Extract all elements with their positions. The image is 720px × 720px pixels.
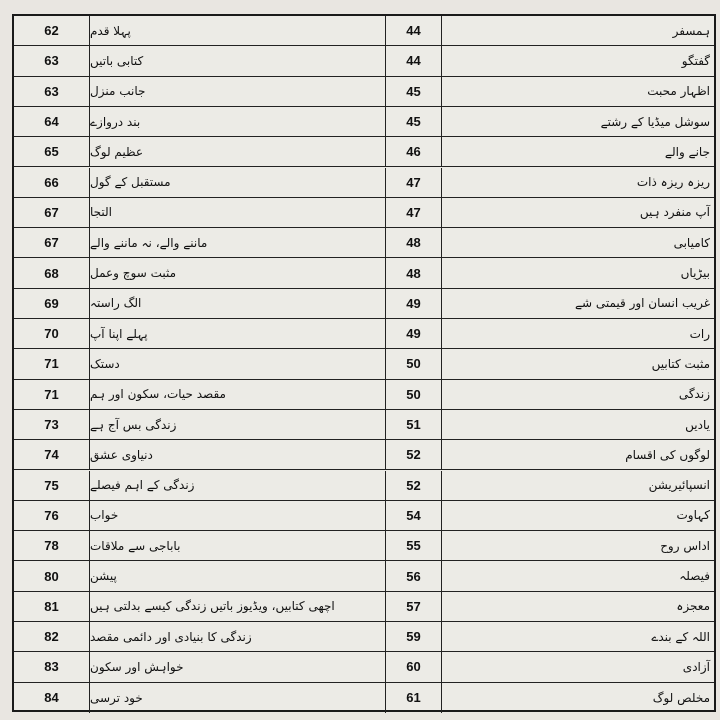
right-page-number-text: 45 [406,83,421,99]
left-page-number [14,683,90,713]
table-row [14,289,714,319]
right-page-number-text: 61 [406,690,421,706]
table-row [14,531,714,561]
left-chapter-title-text: عظیم لوگ [90,144,144,159]
right-page-number [386,289,442,318]
left-chapter-title [90,622,386,651]
right-chapter-title-text: فیصلہ [679,569,710,584]
left-page-number [14,592,90,621]
right-chapter-title [442,652,718,681]
right-page-number [386,77,442,106]
left-chapter-title [90,228,386,257]
table-row [14,198,714,228]
left-chapter-title [90,501,386,530]
left-page-number-text: 80 [44,568,59,584]
left-page-number [14,258,90,287]
left-page-number-text: 84 [44,690,59,706]
left-page-number [14,107,90,136]
right-chapter-title-text: رات [689,326,710,341]
right-chapter-title [442,349,718,378]
right-page-number [386,683,442,713]
left-page-number-text: 68 [44,265,59,281]
left-chapter-title-text: خود ترسی [90,690,143,705]
left-page-number-text: 83 [44,659,59,675]
right-page-number-text: 47 [406,174,421,190]
right-chapter-title-text: اداس روح [660,538,710,553]
left-chapter-title-text: زندگی کے اہم فیصلے [90,478,195,493]
right-page-number [386,410,442,439]
right-chapter-title-text: جانے والے [664,144,710,159]
right-chapter-title [442,77,718,106]
left-chapter-title-text: پہلے اپنا آپ [90,326,148,341]
right-page-number [386,380,442,409]
left-page-number-text: 69 [44,295,59,311]
right-chapter-title-text: ہمسفر [672,23,710,38]
right-chapter-title-text: بیڑیاں [680,266,710,281]
right-page-number-text: 45 [406,114,421,130]
left-page-number-text: 70 [44,326,59,342]
table-row [14,592,714,622]
left-chapter-title-text: التجا [90,205,113,220]
table-of-contents [12,14,716,712]
left-page-number [14,440,90,469]
left-page-number-text: 71 [44,386,59,402]
left-page-number [14,652,90,681]
right-chapter-title-text: آپ منفرد ہیں [639,205,710,220]
left-page-number-text: 67 [44,204,59,220]
left-chapter-title [90,77,386,106]
left-page-number [14,137,90,166]
right-chapter-title [442,683,718,713]
left-chapter-title [90,592,386,621]
table-row [14,137,714,167]
right-chapter-title [442,380,718,409]
table-row [14,46,714,76]
right-chapter-title-text: انسپائیریشن [648,478,710,493]
left-chapter-title-text: پہلا قدم [90,23,131,38]
left-page-number-text: 82 [44,629,59,645]
right-chapter-title [442,46,718,75]
left-page-number-text: 63 [44,53,59,69]
table-row [14,440,714,470]
right-page-number-text: 59 [406,629,421,645]
right-chapter-title-text: مثبت کتابیں [651,356,710,371]
left-chapter-title-text: بند دروازے [90,114,141,129]
table-row [14,16,714,46]
right-page-number [386,258,442,287]
left-page-number-text: 62 [44,23,59,39]
right-chapter-title-text: اللہ کے بندے [651,629,710,644]
right-chapter-title [442,622,718,651]
right-page-number [386,168,442,197]
right-page-number [386,471,442,500]
left-page-number [14,410,90,439]
left-chapter-title [90,46,386,75]
left-chapter-title-text: مقصد حیات، سکون اور ہم [90,387,226,402]
right-chapter-title [442,440,718,469]
left-chapter-title-text: ماننے والے، نہ ماننے والے [90,235,208,250]
left-page-number [14,622,90,651]
left-chapter-title-text: الگ راستہ [90,296,142,311]
left-chapter-title-text: دنیاوی عشق [90,447,153,462]
right-chapter-title [442,289,718,318]
left-page-number-text: 71 [44,356,59,372]
left-chapter-title [90,107,386,136]
right-page-number-text: 46 [406,144,421,160]
right-chapter-title [442,592,718,621]
right-page-number [386,107,442,136]
left-page-number-text: 65 [44,144,59,160]
left-chapter-title [90,440,386,469]
right-chapter-title-text: غریب انسان اور قیمتی شے [574,296,710,311]
right-page-number-text: 44 [406,53,421,69]
right-chapter-title [442,168,718,197]
left-page-number [14,531,90,560]
left-page-number [14,289,90,318]
right-page-number-text: 55 [406,538,421,554]
right-page-number-text: 57 [406,598,421,614]
right-page-number-text: 52 [406,477,421,493]
right-chapter-title-text: مخلص لوگ [652,690,710,705]
left-page-number [14,198,90,227]
right-page-number [386,198,442,227]
left-page-number [14,77,90,106]
left-chapter-title [90,410,386,439]
right-chapter-title-text: لوگوں کی اقسام [625,447,710,462]
right-chapter-title [442,319,718,348]
left-page-number [14,501,90,530]
right-page-number-text: 48 [406,265,421,281]
table-row [14,471,714,501]
left-chapter-title-text: کتابی باتیں [90,53,144,68]
right-chapter-title [442,501,718,530]
left-chapter-title-text: خواہش اور سکون [90,659,184,674]
left-chapter-title [90,380,386,409]
right-page-number-text: 54 [406,507,421,523]
left-chapter-title-text: زندگی بس آج ہے [90,417,177,432]
right-page-number-text: 52 [406,447,421,463]
right-page-number-text: 51 [406,417,421,433]
right-chapter-title [442,16,718,45]
right-chapter-title [442,531,718,560]
left-page-number-text: 73 [44,417,59,433]
right-chapter-title [442,107,718,136]
right-chapter-title [442,228,718,257]
right-page-number-text: 50 [406,356,421,372]
left-page-number-text: 81 [44,598,59,614]
right-chapter-title [442,471,718,500]
right-page-number-text: 44 [406,23,421,39]
left-chapter-title [90,531,386,560]
right-chapter-title [442,198,718,227]
left-page-number [14,168,90,197]
right-page-number [386,16,442,45]
left-chapter-title [90,16,386,45]
left-page-number-text: 78 [44,538,59,554]
left-chapter-title-text: مستقبل کے گول [90,175,171,190]
right-chapter-title-text: گفتگو [681,53,710,68]
left-chapter-title [90,683,386,713]
left-page-number-text: 63 [44,83,59,99]
left-chapter-title-text: مثبت سوچ وعمل [90,266,177,281]
right-chapter-title-text: آزادی [682,659,710,674]
left-chapter-title [90,258,386,287]
table-row [14,622,714,652]
table-row [14,77,714,107]
right-page-number-text: 47 [406,204,421,220]
left-chapter-title [90,319,386,348]
table-row [14,168,714,198]
left-page-number-text: 64 [44,114,59,130]
left-chapter-title-text: پیشن [90,569,117,584]
table-row [14,410,714,440]
right-page-number-text: 60 [406,659,421,675]
left-chapter-title [90,289,386,318]
left-page-number [14,561,90,590]
left-chapter-title-text: خواب [90,508,119,523]
right-chapter-title-text: سوشل میڈیا کے رشتے [600,114,710,129]
left-chapter-title-text: زندگی کا بنیادی اور دائمی مقصد [90,629,252,644]
right-page-number [386,46,442,75]
left-chapter-title [90,137,386,166]
right-chapter-title-text: کامیابی [673,235,710,250]
table-row [14,501,714,531]
left-page-number-text: 66 [44,174,59,190]
left-chapter-title-text: باباجی سے ملاقات [90,538,181,553]
right-page-number [386,622,442,651]
right-chapter-title [442,137,718,166]
right-page-number-text: 48 [406,235,421,251]
left-page-number-text: 67 [44,235,59,251]
left-chapter-title-text: دستک [90,356,120,371]
left-page-number-text: 76 [44,507,59,523]
table-row [14,349,714,379]
right-chapter-title-text: اظہار محبت [647,84,710,99]
table-row [14,258,714,288]
table-row [14,228,714,258]
left-chapter-title [90,561,386,590]
left-chapter-title [90,471,386,500]
left-chapter-title-text: جانب منزل [90,84,146,99]
left-page-number [14,319,90,348]
right-chapter-title-text: ریزہ ریزہ ذات [636,175,710,190]
right-page-number-text: 56 [406,568,421,584]
right-chapter-title-text: معجزہ [676,599,710,614]
right-page-number-text: 49 [406,295,421,311]
table-row [14,380,714,410]
left-chapter-title [90,198,386,227]
right-chapter-title [442,258,718,287]
right-page-number [386,349,442,378]
left-page-number [14,46,90,75]
right-chapter-title-text: زندگی [678,387,710,402]
left-chapter-title [90,349,386,378]
left-page-number-text: 74 [44,447,59,463]
left-page-number [14,16,90,45]
table-row [14,683,714,713]
left-chapter-title-text: اچھی کتابیں، ویڈیوز باتیں زندگی کیسے بدلتی ہیں [90,599,335,614]
table-row [14,561,714,591]
right-page-number [386,561,442,590]
right-page-number [386,137,442,166]
right-page-number [386,652,442,681]
right-chapter-title-text: یادیں [685,417,710,432]
table-row [14,107,714,137]
left-page-number [14,228,90,257]
right-page-number [386,228,442,257]
left-page-number [14,471,90,500]
right-page-number [386,319,442,348]
left-page-number [14,349,90,378]
right-page-number [386,501,442,530]
right-page-number-text: 49 [406,326,421,342]
table-row [14,319,714,349]
left-chapter-title [90,168,386,197]
left-chapter-title [90,652,386,681]
right-page-number [386,440,442,469]
table-row [14,652,714,682]
right-chapter-title [442,410,718,439]
left-page-number-text: 75 [44,477,59,493]
right-chapter-title-text: کہاوت [676,508,710,523]
right-page-number [386,592,442,621]
right-page-number [386,531,442,560]
right-page-number-text: 50 [406,386,421,402]
left-page-number [14,380,90,409]
right-chapter-title [442,561,718,590]
